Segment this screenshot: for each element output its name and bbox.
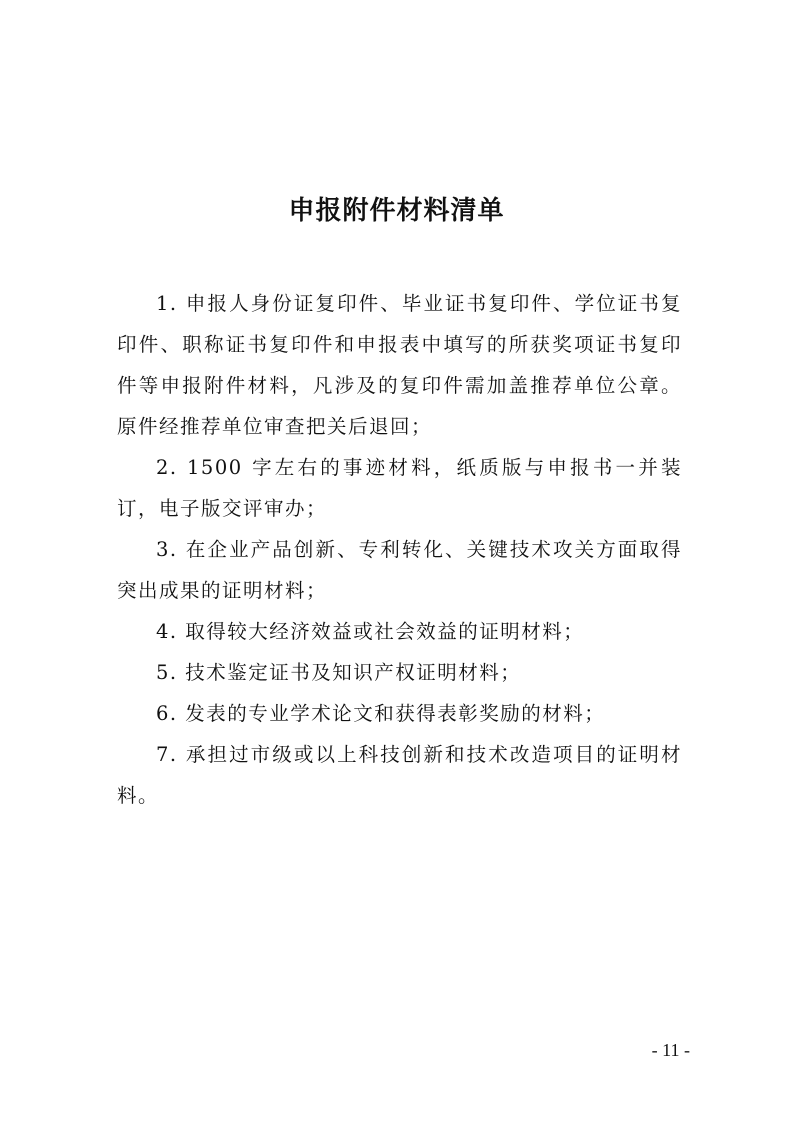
list-item-2: 2. 1500 字左右的事迹材料，纸质版与申报书一并装订，电子版交评审办； bbox=[117, 456, 682, 520]
list-item-4: 4. 取得较大经济效益或社会效益的证明材料； bbox=[156, 620, 585, 643]
list-item-6: 6. 发表的专业学术论文和获得表彰奖励的材料； bbox=[156, 702, 606, 725]
page-number: - 11 - bbox=[651, 1040, 690, 1060]
list-item-7: 7. 承担过市级或以上科技创新和技术改造项目的证明材料。 bbox=[117, 743, 682, 807]
list-item-3: 3. 在企业产品创新、专利转化、关键技术攻关方面取得突出成果的证明材料； bbox=[117, 538, 682, 602]
list-item-1: 1. 申报人身份证复印件、毕业证书复印件、学位证书复印件、职称证书复印件和申报表中填写的所获奖项证书复印件等申报附件材料，凡涉及的复印件需加盖推荐单位公章。原件经推荐单位审查把关后退回； bbox=[117, 292, 682, 438]
list-item-5: 5. 技术鉴定证书及知识产权证明材料； bbox=[156, 661, 522, 684]
checklist bbox=[117, 283, 682, 816]
document-title: 申报附件材料清单 bbox=[288, 196, 505, 226]
